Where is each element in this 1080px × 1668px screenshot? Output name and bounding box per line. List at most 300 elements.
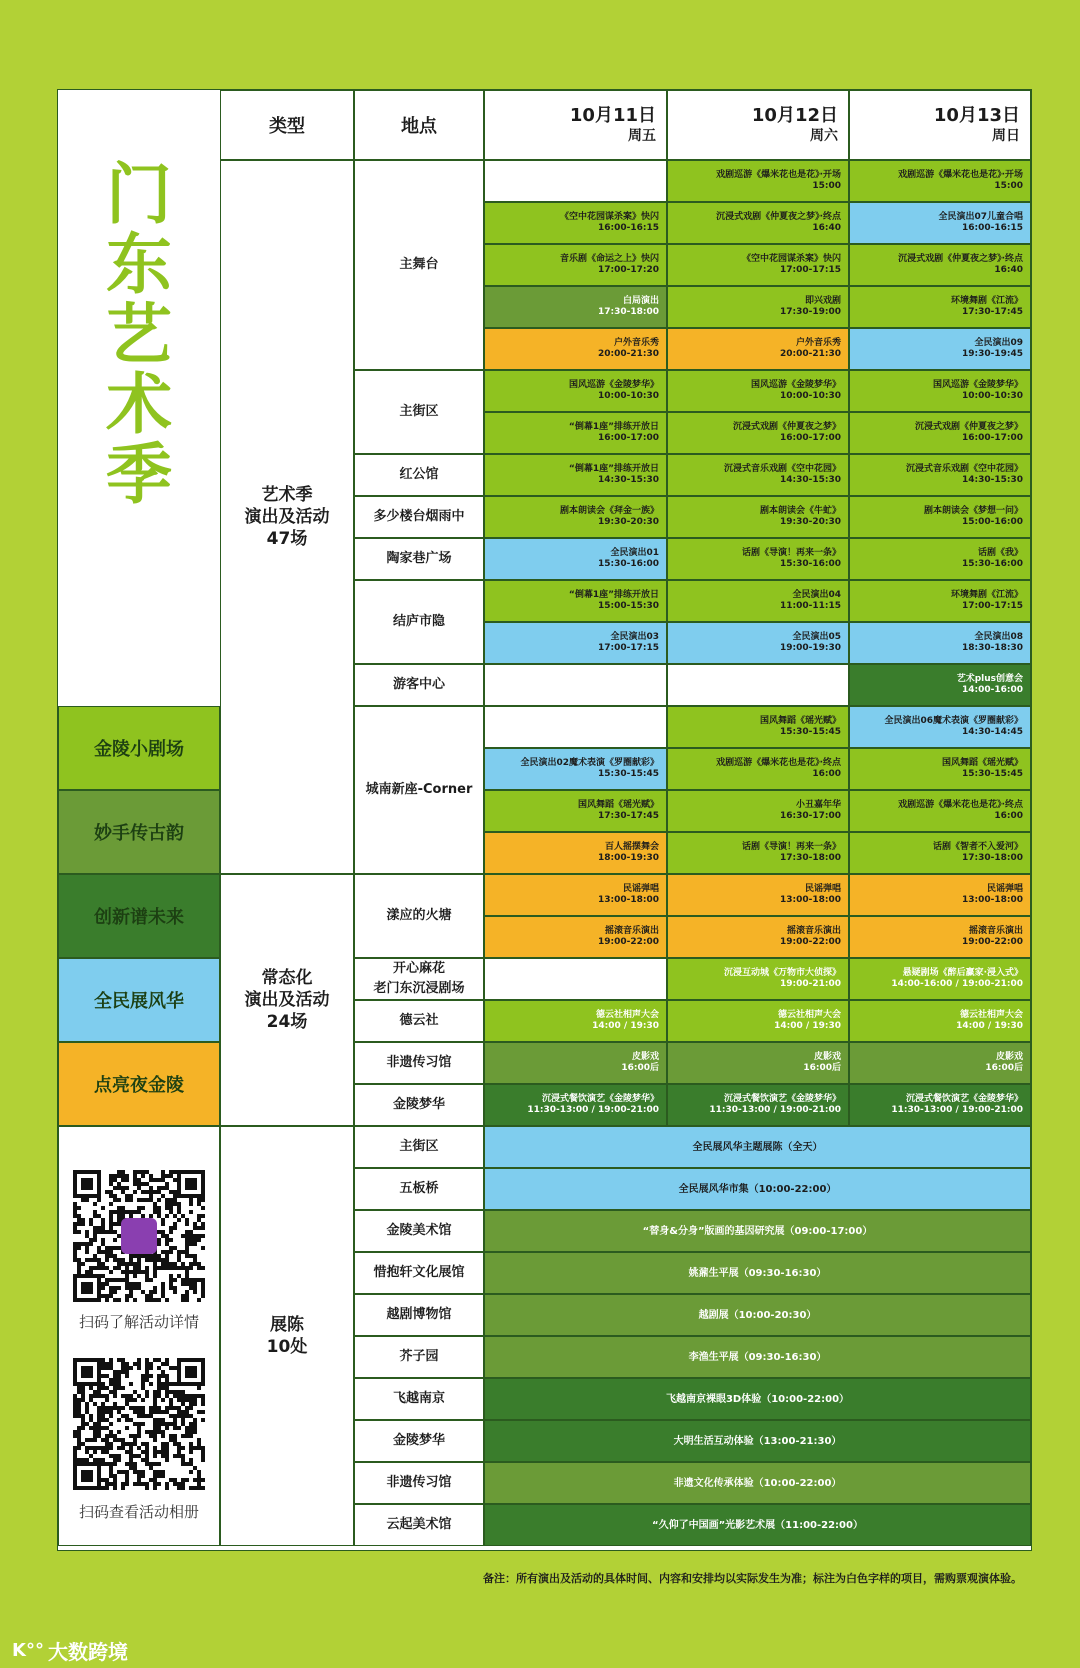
day-weekday: 周六 bbox=[810, 128, 838, 144]
exhibit-location bbox=[354, 1420, 484, 1462]
event-cell bbox=[849, 832, 1031, 874]
event-name: 全民演出02魔术表演《罗圈献彩》 bbox=[520, 758, 659, 768]
event-time: 11:30-13:00 / 19:00-21:00 bbox=[891, 1105, 1023, 1115]
event-cell bbox=[667, 202, 849, 244]
event-time: 17:30-19:00 bbox=[779, 307, 841, 317]
location-cell bbox=[354, 874, 484, 958]
event-name: 沉浸式餐饮演艺《金陵梦华》 bbox=[905, 1094, 1023, 1104]
event-time: 16:00后 bbox=[985, 1063, 1023, 1073]
event-time: 10:00-10:30 bbox=[597, 391, 659, 401]
exhibit-text: 李渔生平展（09:30-16:30） bbox=[688, 1351, 827, 1363]
event-cell bbox=[667, 160, 849, 202]
event-cell bbox=[849, 748, 1031, 790]
legend-label: 点亮夜金陵 bbox=[94, 1075, 184, 1096]
event-time: 19:30-19:45 bbox=[961, 349, 1023, 359]
day-date: 10月12日 bbox=[751, 105, 838, 126]
event-time: 16:40 bbox=[994, 265, 1023, 275]
header-location-label: 地点 bbox=[401, 116, 437, 137]
exhibit-location bbox=[354, 1504, 484, 1546]
event-name: 全民演出07儿童合唱 bbox=[938, 212, 1023, 222]
event-name: 摇滚音乐演出 bbox=[786, 926, 841, 936]
event-name: 沉浸式音乐戏剧《空中花园》 bbox=[723, 464, 841, 474]
event-time: 14:00 / 19:30 bbox=[774, 1021, 841, 1031]
exhibit-location bbox=[354, 1378, 484, 1420]
event-cell bbox=[849, 328, 1031, 370]
event-name: 话剧《导演！再来一条》 bbox=[741, 842, 841, 852]
header-type-label: 类型 bbox=[269, 116, 305, 137]
exhibit-text: 非遗文化传承体验（10:00-22:00） bbox=[673, 1477, 842, 1489]
type-label: 常态化 演出及活动 24场 bbox=[244, 968, 330, 1032]
event-time: 17:00-17:15 bbox=[779, 265, 841, 275]
event-cell bbox=[484, 202, 667, 244]
event-cell bbox=[667, 664, 849, 706]
exhibit-text: 大明生活互动体验（13:00-21:30） bbox=[673, 1435, 842, 1447]
event-name: 摇滚音乐演出 bbox=[968, 926, 1023, 936]
event-cell bbox=[667, 1042, 849, 1084]
qr-caption: 扫码查看活动相册 bbox=[78, 1503, 199, 1521]
event-cell bbox=[667, 496, 849, 538]
event-name: 摇滚音乐演出 bbox=[604, 926, 659, 936]
event-cell bbox=[667, 286, 849, 328]
event-cell bbox=[667, 748, 849, 790]
title-char: 季 bbox=[106, 436, 172, 513]
event-cell bbox=[849, 160, 1031, 202]
exhibit-cell bbox=[484, 1504, 1031, 1546]
location-cell bbox=[354, 958, 484, 1000]
event-cell bbox=[849, 1084, 1031, 1126]
event-name: 百人摇摆舞会 bbox=[604, 842, 659, 852]
brand-text: 大数跨境 bbox=[47, 1640, 128, 1664]
event-name: 国风舞蹈《瑶光赋》 bbox=[577, 800, 659, 810]
event-name: 国风巡游《金陵梦华》 bbox=[568, 380, 659, 390]
location-label: 德云社 bbox=[399, 1013, 439, 1028]
exhibit-location-label: 云起美术馆 bbox=[386, 1517, 452, 1532]
event-name: 《空中花园谋杀案》快闪 bbox=[741, 254, 841, 264]
event-cell bbox=[484, 1042, 667, 1084]
event-name: 剧本朗读会《牛虻》 bbox=[759, 506, 841, 516]
day-date: 10月11日 bbox=[569, 105, 656, 126]
event-cell bbox=[484, 622, 667, 664]
event-cell bbox=[484, 664, 667, 706]
event-cell bbox=[849, 412, 1031, 454]
event-name: 小丑嘉年华 bbox=[795, 800, 841, 810]
event-cell bbox=[667, 874, 849, 916]
exhibit-location bbox=[354, 1462, 484, 1504]
event-cell bbox=[484, 916, 667, 958]
event-time: 16:00-17:00 bbox=[779, 433, 841, 443]
event-time: 16:30-17:00 bbox=[779, 811, 841, 821]
exhibit-location bbox=[354, 1126, 484, 1168]
event-time: 14:30-15:30 bbox=[597, 475, 659, 485]
location-label: 多少楼台烟雨中 bbox=[373, 509, 465, 524]
event-time: 17:30-18:00 bbox=[597, 307, 659, 317]
exhibit-cell bbox=[484, 1168, 1031, 1210]
event-name: 环境舞剧《江流》 bbox=[950, 590, 1023, 600]
event-time: 19:00-22:00 bbox=[779, 937, 841, 947]
event-cell bbox=[667, 916, 849, 958]
event-time: 14:00-16:00 / 19:00-21:00 bbox=[891, 979, 1023, 989]
day-weekday: 周五 bbox=[628, 128, 656, 144]
header-type bbox=[220, 90, 354, 160]
event-cell bbox=[849, 706, 1031, 748]
exhibit-cell bbox=[484, 1336, 1031, 1378]
event-cell bbox=[849, 454, 1031, 496]
event-cell bbox=[484, 454, 667, 496]
legend-label: 创新谱未来 bbox=[94, 907, 184, 928]
location-cell bbox=[354, 580, 484, 664]
event-name: “倒幕1座”排练开放日 bbox=[568, 422, 659, 432]
type-cell bbox=[220, 874, 354, 1126]
footnote: 备注：所有演出及活动的具体时间、内容和安排均以实际发生为准；标注为白色字样的项目，需购票观演体验。 bbox=[483, 1572, 1022, 1585]
event-cell bbox=[849, 664, 1031, 706]
event-time: 15:00-16:00 bbox=[961, 517, 1023, 527]
location-cell bbox=[354, 454, 484, 496]
event-time: 16:00 bbox=[994, 811, 1023, 821]
event-time: 17:30-18:00 bbox=[779, 853, 841, 863]
event-name: 沉浸式戏剧《仲夏夜之梦》·终点 bbox=[716, 212, 841, 222]
event-cell bbox=[484, 748, 667, 790]
location-cell bbox=[354, 370, 484, 454]
event-cell bbox=[849, 580, 1031, 622]
event-cell bbox=[849, 622, 1031, 664]
event-time: 11:30-13:00 / 19:00-21:00 bbox=[709, 1105, 841, 1115]
event-name: 环境舞剧《江流》 bbox=[950, 296, 1023, 306]
event-time: 18:30-18:30 bbox=[961, 643, 1023, 653]
event-name: 户外音乐秀 bbox=[795, 338, 841, 348]
exhibit-text: “久仰了中国画”光影艺术展（11:00-22:00） bbox=[652, 1519, 863, 1531]
event-name: 《空中花园谋杀案》快闪 bbox=[559, 212, 659, 222]
location-label: 开心麻花 老门东沉浸剧场 bbox=[373, 961, 465, 996]
event-name: 话剧《智者不入爱河》 bbox=[932, 842, 1023, 852]
event-time: 11:00-11:15 bbox=[779, 601, 841, 611]
day-date: 10月13日 bbox=[933, 105, 1020, 126]
legend-label: 金陵小剧场 bbox=[94, 739, 184, 760]
event-time: 17:00-17:15 bbox=[961, 601, 1023, 611]
event-time: 16:40 bbox=[812, 223, 841, 233]
legend-item bbox=[58, 1042, 220, 1126]
event-time: 18:00-19:30 bbox=[597, 853, 659, 863]
event-name: 悬疑剧场《醉后赢家·浸入式》 bbox=[902, 968, 1023, 978]
exhibit-location-label: 金陵梦华 bbox=[392, 1433, 445, 1448]
exhibit-location bbox=[354, 1210, 484, 1252]
exhibit-cell bbox=[484, 1462, 1031, 1504]
event-time: 15:00 bbox=[812, 181, 841, 191]
event-cell bbox=[484, 580, 667, 622]
location-label: 城南新座-Corner bbox=[365, 782, 473, 797]
event-time: 19:00-22:00 bbox=[597, 937, 659, 947]
event-cell bbox=[849, 202, 1031, 244]
event-name: 全民演出09 bbox=[974, 338, 1023, 348]
title-char: 艺 bbox=[106, 296, 172, 373]
event-cell bbox=[484, 538, 667, 580]
event-name: 民谣弹唱 bbox=[804, 884, 841, 894]
event-name: 民谣弹唱 bbox=[986, 884, 1023, 894]
title-char: 门 bbox=[106, 156, 172, 233]
event-name: 话剧《我》 bbox=[977, 548, 1023, 558]
event-name: 戏剧巡游《爆米花也是花》·终点 bbox=[898, 800, 1023, 810]
location-label: 红公馆 bbox=[399, 467, 439, 482]
event-cell bbox=[484, 874, 667, 916]
event-name: 德云社相声大会 bbox=[595, 1010, 659, 1020]
exhibit-text: 全民展风华市集（10:00-22:00） bbox=[678, 1183, 837, 1195]
event-cell bbox=[484, 286, 667, 328]
event-time: 15:30-15:45 bbox=[961, 769, 1023, 779]
event-cell bbox=[667, 328, 849, 370]
event-time: 14:00-16:00 bbox=[961, 685, 1023, 695]
event-cell bbox=[667, 412, 849, 454]
event-cell bbox=[667, 244, 849, 286]
event-cell bbox=[667, 538, 849, 580]
event-name: 戏剧巡游《爆米花也是花》·开场 bbox=[716, 170, 841, 180]
event-time: 16:00-17:00 bbox=[597, 433, 659, 443]
exhibit-cell bbox=[484, 1210, 1031, 1252]
location-label: 金陵梦华 bbox=[392, 1097, 445, 1112]
event-cell bbox=[484, 832, 667, 874]
exhibit-text: 全民展风华主题展陈（全天） bbox=[692, 1141, 823, 1153]
event-name: 话剧《导演！再来一条》 bbox=[741, 548, 841, 558]
event-name: 音乐剧《命运之上》快闪 bbox=[559, 254, 659, 264]
header-location bbox=[354, 90, 484, 160]
exhibit-cell bbox=[484, 1294, 1031, 1336]
event-cell bbox=[849, 1000, 1031, 1042]
event-name: 全民演出05 bbox=[792, 632, 841, 642]
event-time: 20:00-21:30 bbox=[779, 349, 841, 359]
location-cell bbox=[354, 1000, 484, 1042]
day-header bbox=[484, 90, 667, 160]
type-label: 展陈 10处 bbox=[266, 1315, 308, 1357]
brand-watermark bbox=[12, 1636, 128, 1665]
qr-caption: 扫码了解活动详情 bbox=[78, 1313, 199, 1331]
event-cell bbox=[849, 958, 1031, 1000]
exhibit-location bbox=[354, 1168, 484, 1210]
event-time: 15:00 bbox=[994, 181, 1023, 191]
location-label: 主街区 bbox=[399, 404, 439, 419]
event-time: 17:30-18:00 bbox=[961, 853, 1023, 863]
exhibit-cell bbox=[484, 1420, 1031, 1462]
event-cell bbox=[849, 244, 1031, 286]
exhibit-location-label: 越剧博物馆 bbox=[386, 1307, 452, 1322]
event-name: 户外音乐秀 bbox=[613, 338, 659, 348]
event-time: 14:30-14:45 bbox=[961, 727, 1023, 737]
event-time: 16:00-17:00 bbox=[961, 433, 1023, 443]
event-time: 15:30-16:00 bbox=[779, 559, 841, 569]
event-time: 13:00-18:00 bbox=[779, 895, 841, 905]
exhibit-text: 越剧展（10:00-20:30） bbox=[698, 1309, 817, 1321]
exhibit-text: 飞越南京裸眼3D体验（10:00-22:00） bbox=[665, 1393, 850, 1405]
location-cell bbox=[354, 1042, 484, 1084]
event-name: 德云社相声大会 bbox=[959, 1010, 1023, 1020]
title-char: 术 bbox=[106, 366, 172, 443]
event-time: 19:30-20:30 bbox=[779, 517, 841, 527]
event-name: 剧本朗读会《梦想一问》 bbox=[923, 506, 1023, 516]
event-time: 16:00 bbox=[812, 769, 841, 779]
event-name: 国风舞蹈《瑶光赋》 bbox=[759, 716, 841, 726]
event-name: 国风巡游《金陵梦华》 bbox=[932, 380, 1023, 390]
qr-code-icon[interactable] bbox=[73, 1358, 205, 1490]
exhibit-cell bbox=[484, 1252, 1031, 1294]
qr-code-icon[interactable] bbox=[73, 1170, 205, 1302]
day-header bbox=[667, 90, 849, 160]
event-time: 14:00 / 19:30 bbox=[956, 1021, 1023, 1031]
festival-title bbox=[58, 156, 220, 513]
event-name: 皮影戏 bbox=[995, 1052, 1023, 1062]
location-cell bbox=[354, 496, 484, 538]
event-cell bbox=[484, 412, 667, 454]
event-name: 全民演出03 bbox=[610, 632, 659, 642]
event-cell bbox=[667, 790, 849, 832]
event-time: 13:00-18:00 bbox=[961, 895, 1023, 905]
event-cell bbox=[849, 790, 1031, 832]
location-label: 陶家巷广场 bbox=[386, 551, 452, 566]
event-time: 10:00-10:30 bbox=[779, 391, 841, 401]
event-name: 沉浸式戏剧《仲夏夜之梦》·终点 bbox=[898, 254, 1023, 264]
event-cell bbox=[667, 580, 849, 622]
event-cell bbox=[667, 370, 849, 412]
event-name: 即兴戏剧 bbox=[804, 296, 841, 306]
type-label: 艺术季 演出及活动 47场 bbox=[244, 485, 330, 549]
event-name: 沉浸互动城《万物市大侦探》 bbox=[723, 968, 841, 978]
exhibit-location-label: 惜抱轩文化展馆 bbox=[373, 1265, 465, 1280]
exhibit-location bbox=[354, 1252, 484, 1294]
event-name: 皮影戏 bbox=[813, 1052, 841, 1062]
event-cell bbox=[849, 1042, 1031, 1084]
event-cell bbox=[667, 622, 849, 664]
exhibit-location-label: 芥子园 bbox=[399, 1349, 439, 1364]
event-name: 剧本朗读会《拜金一族》 bbox=[559, 506, 659, 516]
event-time: 14:30-15:30 bbox=[961, 475, 1023, 485]
event-cell bbox=[484, 958, 667, 1000]
exhibit-location-label: 非遗传习馆 bbox=[386, 1475, 452, 1490]
location-cell bbox=[354, 160, 484, 370]
event-cell bbox=[667, 706, 849, 748]
event-cell bbox=[849, 874, 1031, 916]
exhibit-cell bbox=[484, 1126, 1031, 1168]
event-time: 16:00-16:15 bbox=[961, 223, 1023, 233]
legend-label: 全民展风华 bbox=[94, 991, 184, 1012]
event-time: 13:00-18:00 bbox=[597, 895, 659, 905]
day-header bbox=[849, 90, 1031, 160]
event-name: 全民演出08 bbox=[974, 632, 1023, 642]
event-time: 20:00-21:30 bbox=[597, 349, 659, 359]
location-label: 游客中心 bbox=[392, 677, 445, 692]
location-label: 结庐市隐 bbox=[392, 614, 445, 629]
event-time: 16:00后 bbox=[621, 1063, 659, 1073]
legend-item bbox=[58, 958, 220, 1042]
event-name: 全民演出01 bbox=[610, 548, 659, 558]
event-name: “倒幕1座”排练开放日 bbox=[568, 464, 659, 474]
event-name: 戏剧巡游《爆米花也是花》·开场 bbox=[898, 170, 1023, 180]
event-cell bbox=[484, 244, 667, 286]
legend-label: 妙手传古韵 bbox=[94, 823, 184, 844]
location-cell bbox=[354, 538, 484, 580]
event-name: 沉浸式餐饮演艺《金陵梦华》 bbox=[541, 1094, 659, 1104]
event-time: 15:30-16:00 bbox=[961, 559, 1023, 569]
event-cell bbox=[484, 1000, 667, 1042]
event-cell bbox=[667, 832, 849, 874]
location-label: 漾应的火塘 bbox=[386, 908, 452, 923]
exhibit-location-label: 金陵美术馆 bbox=[386, 1223, 452, 1238]
day-weekday: 周日 bbox=[992, 128, 1020, 144]
event-cell bbox=[484, 1084, 667, 1126]
legend-item bbox=[58, 706, 220, 790]
event-cell bbox=[667, 958, 849, 1000]
event-cell bbox=[849, 496, 1031, 538]
exhibit-location-label: 五板桥 bbox=[399, 1181, 439, 1196]
exhibit-location-label: 主街区 bbox=[399, 1139, 439, 1154]
location-cell bbox=[354, 1084, 484, 1126]
event-name: 国风巡游《金陵梦华》 bbox=[750, 380, 841, 390]
event-cell bbox=[849, 916, 1031, 958]
event-time: 14:00 / 19:30 bbox=[592, 1021, 659, 1031]
exhibit-text: “替身&分身”版画的基因研究展（09:00-17:00） bbox=[642, 1225, 873, 1237]
event-name: 民谣弹唱 bbox=[622, 884, 659, 894]
event-time: 19:30-20:30 bbox=[597, 517, 659, 527]
schedule-sheet bbox=[57, 89, 1032, 1551]
type-cell bbox=[220, 1126, 354, 1546]
event-name: 沉浸式戏剧《仲夏夜之梦》 bbox=[914, 422, 1023, 432]
event-cell bbox=[849, 370, 1031, 412]
event-cell bbox=[667, 1084, 849, 1126]
event-time: 15:30-15:45 bbox=[597, 769, 659, 779]
event-cell bbox=[849, 538, 1031, 580]
exhibit-location-label: 飞越南京 bbox=[392, 1391, 445, 1406]
event-name: 艺术plus创意会 bbox=[956, 674, 1023, 684]
exhibit-location bbox=[354, 1294, 484, 1336]
event-time: 16:00后 bbox=[803, 1063, 841, 1073]
event-name: 全民演出04 bbox=[792, 590, 841, 600]
event-time: 19:00-22:00 bbox=[961, 937, 1023, 947]
event-time: 17:30-17:45 bbox=[597, 811, 659, 821]
event-time: 19:00-21:00 bbox=[779, 979, 841, 989]
event-time: 17:00-17:15 bbox=[597, 643, 659, 653]
exhibit-text: 姚鼐生平展（09:30-16:30） bbox=[688, 1267, 827, 1279]
event-time: 17:30-17:45 bbox=[961, 307, 1023, 317]
location-label: 非遗传习馆 bbox=[386, 1055, 452, 1070]
event-time: 15:30-16:00 bbox=[597, 559, 659, 569]
legend-item bbox=[58, 874, 220, 958]
type-cell bbox=[220, 160, 354, 874]
event-time: 11:30-13:00 / 19:00-21:00 bbox=[527, 1105, 659, 1115]
event-cell bbox=[484, 790, 667, 832]
event-name: “倒幕1座”排练开放日 bbox=[568, 590, 659, 600]
event-name: 德云社相声大会 bbox=[777, 1010, 841, 1020]
event-time: 16:00-16:15 bbox=[597, 223, 659, 233]
event-cell bbox=[667, 1000, 849, 1042]
event-cell bbox=[484, 496, 667, 538]
event-name: 全民演出06魔术表演《罗圈献彩》 bbox=[884, 716, 1023, 726]
event-name: 皮影戏 bbox=[631, 1052, 659, 1062]
event-name: 沉浸式戏剧《仲夏夜之梦》 bbox=[732, 422, 841, 432]
event-name: 白局演出 bbox=[622, 296, 659, 306]
legend-item bbox=[58, 790, 220, 874]
event-time: 10:00-10:30 bbox=[961, 391, 1023, 401]
event-cell bbox=[484, 370, 667, 412]
location-label: 主舞台 bbox=[399, 257, 439, 272]
brand-logo-icon: K°° bbox=[12, 1640, 44, 1661]
location-cell bbox=[354, 706, 484, 874]
event-time: 15:00-15:30 bbox=[597, 601, 659, 611]
event-cell bbox=[484, 328, 667, 370]
event-cell bbox=[849, 286, 1031, 328]
exhibit-location bbox=[354, 1336, 484, 1378]
event-cell bbox=[667, 454, 849, 496]
location-cell bbox=[354, 664, 484, 706]
event-time: 14:30-15:30 bbox=[779, 475, 841, 485]
event-time: 15:30-15:45 bbox=[779, 727, 841, 737]
event-time: 19:00-19:30 bbox=[779, 643, 841, 653]
event-cell bbox=[484, 706, 667, 748]
event-cell bbox=[484, 160, 667, 202]
